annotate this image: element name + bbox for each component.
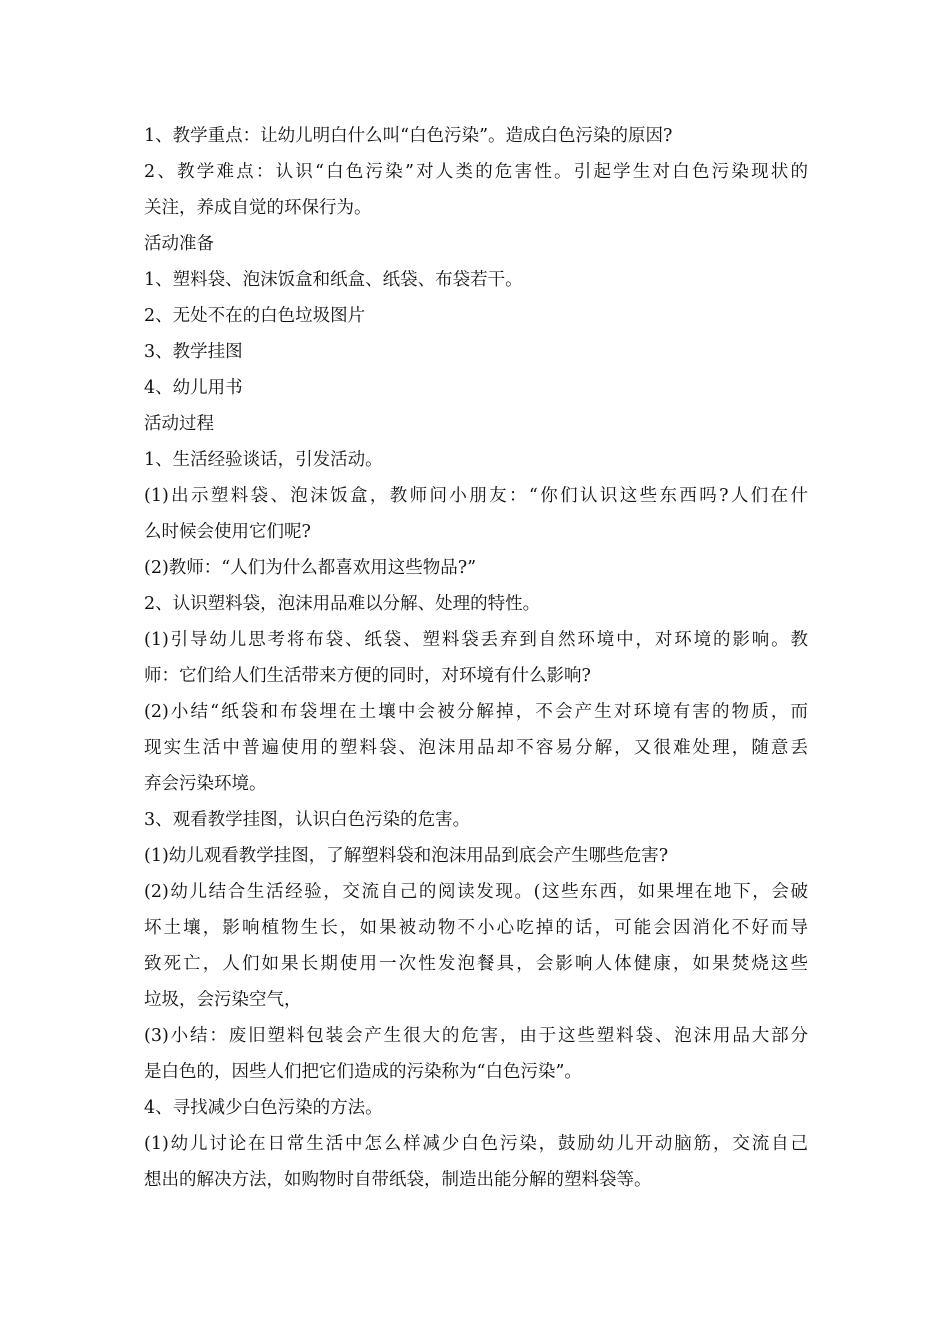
text-line: (3)小结：废旧塑料包装会产生很大的危害，由于这些塑料袋、泡沫用品大部分 <box>144 1026 808 1046</box>
text-line: (2)小结“纸袋和布袋埋在土壤中会被分解掉，不会产生对环境有害的物质，而 <box>144 702 808 722</box>
text-line: 坏土壤，影响植物生长，如果被动物不小心吃掉的话，可能会因消化不好而导 <box>144 918 808 938</box>
text-line: 现实生活中普遍使用的塑料袋、泡沫用品却不容易分解，又很难处理，随意丢 <box>144 738 808 758</box>
text-line: 4、幼儿用书 <box>144 378 243 398</box>
section-heading: 活动准备 <box>144 234 214 254</box>
text-line: 关注，养成自觉的环保行为。 <box>144 198 372 218</box>
text-line: 师：它们给人们生活带来方便的同时，对环境有什么影响? <box>144 666 591 686</box>
document-body <box>144 118 808 1198</box>
text-line: (2)教师：“人们为什么都喜欢用这些物品?” <box>144 558 477 578</box>
text-line: 弃会污染环境。 <box>144 774 267 794</box>
text-line: 4、寻找减少白色污染的方法。 <box>144 1098 383 1118</box>
text-line: 2、教学难点：认识“白色污染”对人类的危害性。引起学生对白色污染现状的 <box>144 162 808 182</box>
text-line: (1)出示塑料袋、泡沫饭盒，教师问小朋友：“你们认识这些东西吗?人们在什 <box>144 486 808 506</box>
text-line: (1)幼儿讨论在日常生活中怎么样减少白色污染，鼓励幼儿开动脑筋，交流自己 <box>144 1134 808 1154</box>
text-line: 1、教学重点：让幼儿明白什么叫“白色污染”。造成白色污染的原因? <box>144 126 673 146</box>
text-line: 致死亡，人们如果长期使用一次性发泡餐具，会影响人体健康，如果焚烧这些 <box>144 954 808 974</box>
text-line: 3、观看教学挂图，认识白色污染的危害。 <box>144 810 471 830</box>
text-line: 2、认识塑料袋，泡沫用品难以分解、处理的特性。 <box>144 594 541 614</box>
text-line: 1、塑料袋、泡沫饭盒和纸盒、纸袋、布袋若干。 <box>144 270 523 290</box>
text-line: (2)幼儿结合生活经验，交流自己的阅读发现。(这些东西，如果埋在地下，会破 <box>144 882 808 902</box>
text-line: 想出的解决方法，如购物时自带纸袋，制造出能分解的塑料袋等。 <box>144 1170 652 1190</box>
text-line: 么时候会使用它们呢? <box>144 522 311 542</box>
text-line: 是白色的，因些人们把它们造成的污染称为“白色污染”。 <box>144 1062 582 1082</box>
text-line: 1、生活经验谈话，引发活动。 <box>144 450 383 470</box>
text-line: 垃圾，会污染空气， <box>144 990 302 1010</box>
section-heading: 活动过程 <box>144 414 214 434</box>
text-line: 2、无处不在的白色垃圾图片 <box>144 306 366 326</box>
text-line: 3、教学挂图 <box>144 342 243 362</box>
text-line: (1)幼儿观看教学挂图，了解塑料袋和泡沫用品到底会产生哪些危害? <box>144 846 669 866</box>
text-line: (1)引导幼儿思考将布袋、纸袋、塑料袋丢弃到自然环境中，对环境的影响。教 <box>144 630 808 650</box>
